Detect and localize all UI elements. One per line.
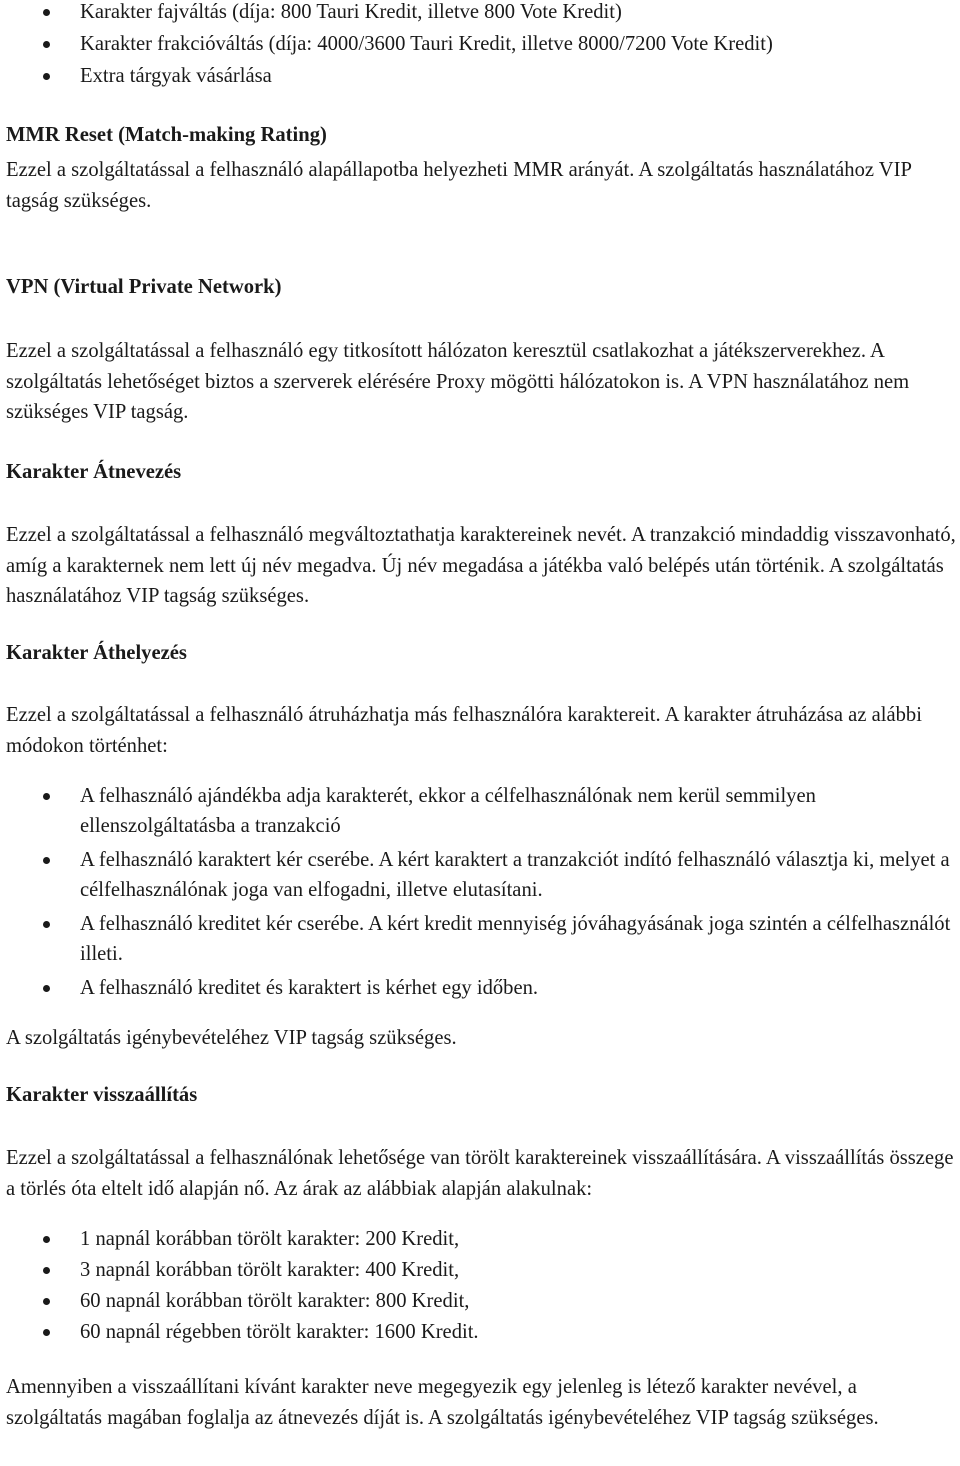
list-item: Karakter fajváltás (díja: 800 Tauri Kredit, illetve 800 Vote Kredit) — [6, 0, 956, 29]
restore-footer — [6, 1372, 956, 1433]
section-paragraph: Amennyiben a visszaállítani kívánt karakter neve megegyezik egy jelenleg is létező karakter nevével, a szolgáltatás magában foglalja az átnevezés díját is. A szolgáltatás igénybevételéhez VIP tagság szükséges. — [6, 1376, 879, 1429]
list-item: 1 napnál korábban törölt karakter: 200 Kredit, — [6, 1224, 956, 1255]
vpn-section — [6, 276, 956, 299]
list-item: 60 napnál régebben törölt karakter: 1600 Kredit. — [6, 1317, 956, 1348]
restore-section — [6, 1084, 956, 1107]
section-paragraph: Ezzel a szolgáltatással a felhasználó egy titkosított hálózaton keresztül csatlakozhat a játékszerverekhez. A szolgáltatás lehetőséget biztos a szerverek elérésére Proxy mögötti hálózatokon is. A VPN használatához nem szükséges VIP tagság. — [6, 340, 910, 423]
list-item: A felhasználó ajándékba adja karakterét, ekkor a célfelhasználónak nem kerül semmilyen ellenszolgáltatásba a tranzakció — [6, 781, 956, 842]
list-item: A felhasználó kreditet és karaktert is kérhet egy időben. — [6, 973, 956, 1003]
transfer-list — [6, 781, 956, 1007]
rename-body — [6, 520, 956, 612]
restore-price-list — [6, 1224, 956, 1348]
transfer-body — [6, 700, 956, 761]
transfer-footer — [6, 1023, 956, 1054]
transfer-section — [6, 642, 956, 665]
mmr-body — [6, 155, 956, 216]
section-paragraph: Ezzel a szolgáltatással a felhasználónak lehetősége van törölt karaktereinek visszaállítására. A visszaállítás összege a törlés óta eltelt idő alapján nő. Az árak az alábbiak alapján alakulnak: — [6, 1147, 954, 1200]
section-heading: Karakter visszaállítás — [6, 1084, 198, 1106]
rename-section — [6, 461, 956, 484]
restore-body — [6, 1143, 956, 1204]
list-item: Extra tárgyak vásárlása — [6, 61, 956, 93]
section-paragraph: A szolgáltatás igénybevételéhez VIP tagság szükséges. — [6, 1027, 457, 1049]
list-item: Karakter frakcióváltás (díja: 4000/3600 Tauri Kredit, illetve 8000/7200 Vote Kredit) — [6, 29, 956, 61]
mmr-section — [6, 124, 956, 147]
top-service-list — [6, 0, 956, 92]
section-paragraph: Ezzel a szolgáltatással a felhasználó alapállapotba helyezheti MMR arányát. A szolgáltatás használatához VIP tagság szükséges. — [6, 159, 912, 212]
list-item: 60 napnál korábban törölt karakter: 800 Kredit, — [6, 1286, 956, 1317]
list-item: A felhasználó karaktert kér cserébe. A kért karaktert a tranzakciót indító felhasználó választja ki, melyet a célfelhasználónak joga van elfogadni, illetve elutasítani. — [6, 845, 956, 906]
section-heading: MMR Reset (Match-making Rating) — [6, 124, 327, 146]
section-paragraph: Ezzel a szolgáltatással a felhasználó megváltoztathatja karaktereinek nevét. A tranzakció mindaddig visszavonható, amíg a karakternek nem lett új név megadva. Új név megadása a játékba való belépés után történik. A szolgáltatás használatához VIP tagság szükséges. — [6, 524, 956, 607]
section-heading: VPN (Virtual Private Network) — [6, 276, 282, 298]
vpn-body — [6, 336, 956, 428]
section-paragraph: Ezzel a szolgáltatással a felhasználó átruházhatja más felhasználóra karaktereit. A karakter átruházása az alábbi módokon történhet: — [6, 704, 922, 757]
section-heading: Karakter Átnevezés — [6, 461, 182, 483]
section-heading: Karakter Áthelyezés — [6, 642, 187, 664]
list-item: A felhasználó kreditet kér cserébe. A kért kredit mennyiség jóváhagyásának joga szintén a célfelhasználót illeti. — [6, 909, 956, 970]
list-item: 3 napnál korábban törölt karakter: 400 Kredit, — [6, 1255, 956, 1286]
